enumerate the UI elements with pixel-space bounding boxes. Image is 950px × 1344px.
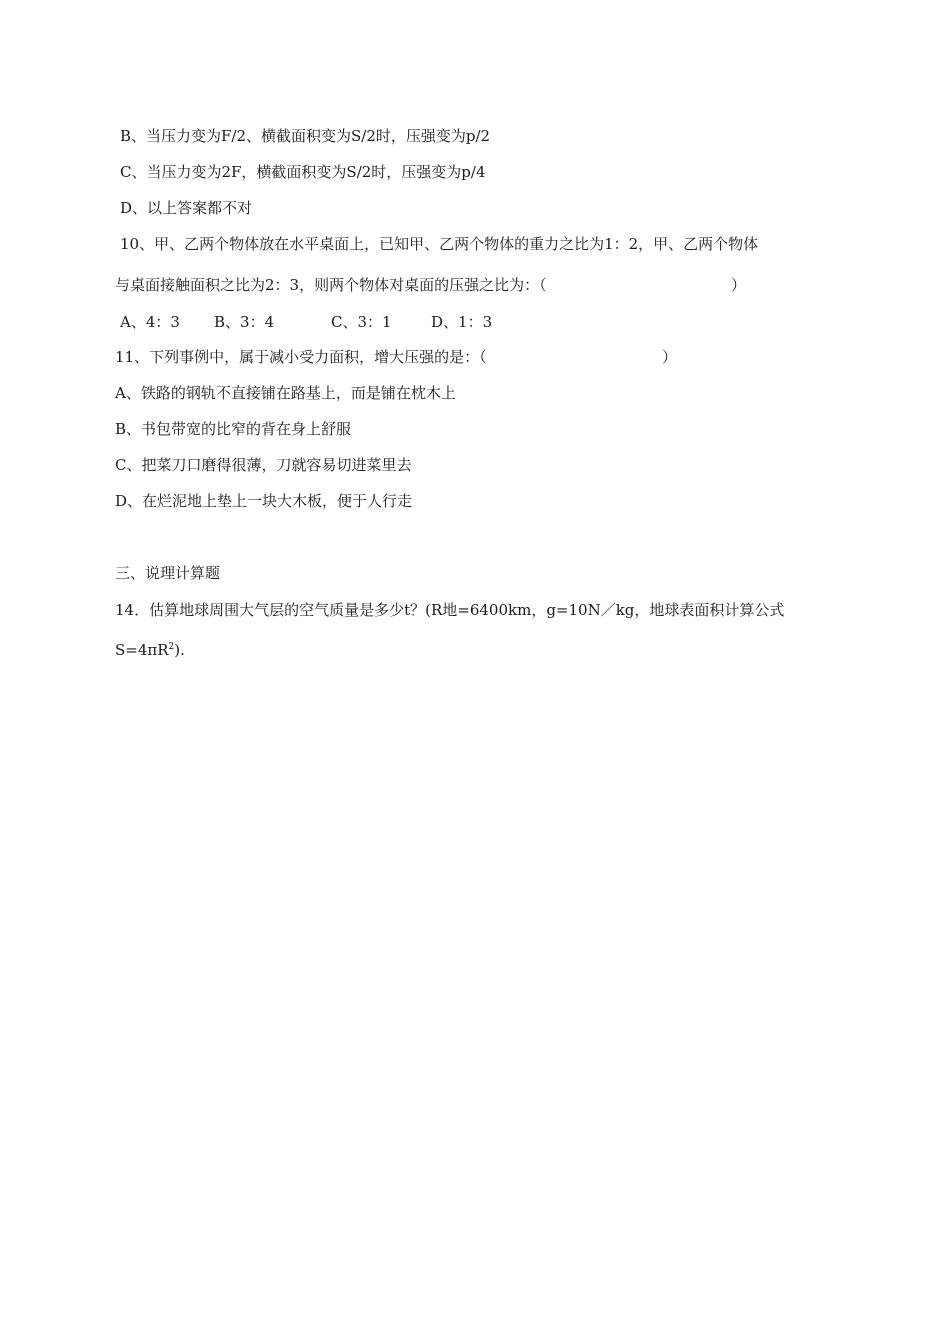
q9-option-d: D、以上答案都不对 bbox=[120, 199, 253, 217]
q9-option-b: B、当压力变为F/2、横截面积变为S/2时，压强变为p/2 bbox=[120, 127, 491, 145]
q10-stem-line2: 与桌面接触面积之比为2：3，则两个物体对桌面的压强之比为：（ bbox=[115, 276, 547, 294]
q11-option-c: C、把菜刀口磨得很薄，刀就容易切进菜里去 bbox=[115, 456, 412, 474]
q9-option-c: C、当压力变为2F，横截面积变为S/2时，压强变为p/4 bbox=[120, 163, 486, 181]
q10-option-d: D、1：3 bbox=[431, 313, 493, 331]
q10-option-a: A、4：3 bbox=[120, 313, 180, 331]
q14-exponent: 2 bbox=[168, 642, 175, 652]
q11-option-b: B、书包带宽的比窄的背在身上舒服 bbox=[115, 420, 352, 438]
q14-formula: S=4πR bbox=[115, 641, 169, 659]
q10-answer-paren-close: ） bbox=[731, 276, 747, 294]
q10-option-c: C、3：1 bbox=[331, 313, 392, 331]
q14-end: ). bbox=[174, 641, 185, 659]
q11-option-a: A、铁路的钢轨不直接铺在路基上，而是铺在枕木上 bbox=[115, 384, 456, 402]
q11-option-d: D、在烂泥地上垫上一块大木板，便于人行走 bbox=[115, 492, 413, 510]
q11-stem: 11、下列事例中，属于减小受力面积，增大压强的是：（ bbox=[115, 348, 487, 366]
q10-stem-line1: 10、甲、乙两个物体放在水平桌面上，已知甲、乙两个物体的重力之比为1：2，甲、乙两个物体 bbox=[120, 235, 759, 253]
q11-answer-paren-close: ） bbox=[662, 348, 678, 366]
q14-stem-line1: 14．估算地球周围大气层的空气质量是多少t？(R地=6400km，g=10N／kg，地球表面积计算公式 bbox=[115, 601, 785, 619]
q10-option-b: B、3：4 bbox=[214, 313, 275, 331]
section-heading: 三、说理计算题 bbox=[115, 564, 221, 582]
q14-stem-line2 bbox=[115, 640, 185, 660]
